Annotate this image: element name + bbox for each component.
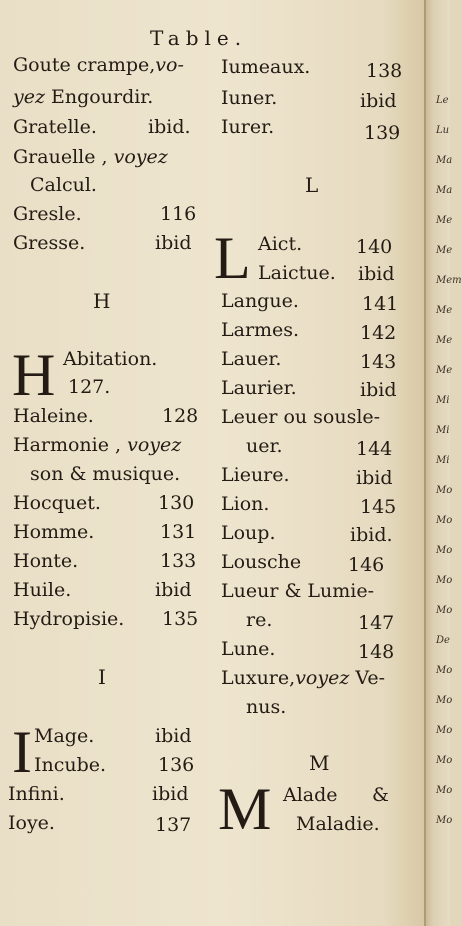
page-ref: ibid. [148, 116, 191, 138]
edge-fragment: Me [436, 335, 453, 346]
entry-lauer: Lauer. [221, 348, 282, 370]
page-ref: 141 [362, 293, 399, 315]
edge-fragment: Mo [436, 755, 453, 766]
page-ref: ibid [356, 467, 393, 489]
entry-laictue: Laictue. [258, 262, 336, 284]
page-ref: 137 [155, 814, 192, 836]
page-ref: 148 [358, 641, 395, 663]
entry-malade-amp: & [372, 784, 389, 806]
section-letter-l: L [305, 173, 319, 197]
entry-larmes: Larmes. [221, 319, 300, 341]
entry-incube: Incube. [34, 754, 107, 776]
entry-harmonie-cont: son & musique. [30, 463, 181, 485]
edge-fragment: Mi [436, 395, 450, 406]
edge-fragment: Ma [436, 155, 453, 166]
page-ref: 140 [356, 236, 393, 258]
section-letter-h: H [93, 289, 111, 313]
page-ref: 142 [360, 322, 397, 344]
entry-habitation: Abitation. [63, 348, 158, 370]
entry-iuner: Iuner. [221, 87, 278, 109]
page-ref: 143 [360, 351, 397, 373]
drop-cap-m: M [218, 776, 272, 842]
page-ref: 131 [160, 521, 197, 543]
section-letter-i: I [98, 665, 106, 689]
entry-goute: Goute crampe,vo- [13, 54, 184, 76]
entry-ioye: Ioye. [8, 812, 55, 834]
edge-fragment: Mo [436, 815, 453, 826]
edge-fragment: Mo [436, 515, 453, 526]
entry-goute-cont: yez Engourdir. [13, 86, 154, 108]
entry-iurer: Iurer. [221, 116, 275, 138]
edge-fragment: Me [436, 365, 453, 376]
entry-lion: Lion. [221, 493, 270, 515]
entry-luxure-cont: nus. [246, 696, 287, 718]
running-header: Table. [150, 26, 248, 50]
drop-cap-i: I [12, 719, 32, 785]
entry-iumeaux: Iumeaux. [221, 56, 311, 78]
entry-infini: Infini. [8, 783, 65, 805]
edge-fragment: Mo [436, 725, 453, 736]
entry-gresle: Gresle. [13, 203, 82, 225]
entry-hydropisie: Hydropisie. [13, 608, 125, 630]
entry-maladie: Maladie. [296, 813, 380, 835]
edge-fragment: Mo [436, 695, 453, 706]
entry-calcul: Calcul. [30, 174, 97, 196]
entry-lueur-cont: re. [246, 609, 273, 631]
page-ref: 144 [356, 438, 393, 460]
page-ref: 116 [160, 203, 197, 225]
page-ref: ibid [360, 379, 397, 401]
page-ref: ibid [155, 232, 192, 254]
page-ref: ibid. [350, 524, 393, 546]
entry-homme: Homme. [13, 521, 95, 543]
entry-langue: Langue. [221, 290, 299, 312]
page-ref: 139 [364, 122, 401, 144]
entry-gratelle: Gratelle. [13, 116, 97, 138]
entry-lousche: Lousche [221, 551, 302, 573]
edge-fragment: Mi [436, 455, 450, 466]
entry-leuer-cont: uer. [246, 435, 283, 457]
edge-fragment: Mem [436, 275, 462, 286]
entry-image: Mage. [34, 725, 95, 747]
entry-honte: Honte. [13, 550, 79, 572]
page-ref: 133 [160, 550, 197, 572]
edge-fragment: Me [436, 215, 453, 226]
page-ref: ibid [358, 263, 395, 285]
page-ref: 130 [158, 492, 195, 514]
edge-fragment: Mo [436, 785, 453, 796]
entry-laurier: Laurier. [221, 377, 297, 399]
page-ref: ibid [155, 579, 192, 601]
page-ref: 145 [360, 496, 397, 518]
edge-fragment: Le [436, 95, 449, 106]
page-fold-line [424, 0, 426, 926]
page-ref: 135 [162, 608, 199, 630]
edge-fragment: De [436, 635, 450, 646]
entry-gresse: Gresse. [13, 232, 86, 254]
drop-cap-h: H [12, 342, 56, 408]
entry-luxure: Luxure,voyez Ve- [221, 667, 386, 689]
entry-huile: Huile. [13, 579, 72, 601]
section-letter-m: M [309, 751, 330, 775]
page-ref: 136 [158, 754, 195, 776]
entry-malade: Alade [283, 784, 338, 806]
page-ref: 147 [358, 612, 395, 634]
edge-fragment: Ma [436, 185, 453, 196]
entry-lune: Lune. [221, 638, 276, 660]
drop-cap-l: L [214, 225, 251, 291]
edge-fragment: Mo [436, 545, 453, 556]
page-ref: ibid [360, 90, 397, 112]
entry-laict: Aict. [258, 233, 303, 255]
edge-fragment: Mi [436, 425, 450, 436]
page-ref: 128 [162, 405, 199, 427]
edge-fragment: Lu [436, 125, 450, 136]
edge-fragment: Me [436, 305, 453, 316]
entry-leuer: Leuer ou sousle- [221, 406, 381, 428]
edge-fragment: Me [436, 245, 453, 256]
edge-fragment: Mo [436, 605, 453, 616]
page-ref: 138 [366, 60, 403, 82]
entry-loup: Loup. [221, 522, 276, 544]
entry-harmonie: Harmonie , voyez [13, 434, 182, 456]
page-ref: ibid [152, 783, 189, 805]
entry-lueur: Lueur & Lumie- [221, 580, 375, 602]
entry-haleine: Haleine. [13, 405, 94, 427]
entry-grauelle: Grauelle , voyez [13, 146, 168, 168]
edge-fragment: Mo [436, 575, 453, 586]
entry-hocquet: Hocquet. [13, 492, 101, 514]
edge-fragment: Mo [436, 485, 453, 496]
page-ref: 146 [348, 554, 385, 576]
edge-fragment: Mo [436, 665, 453, 676]
page-ref: ibid [155, 725, 192, 747]
page-ref: 127. [68, 376, 111, 398]
entry-lieure: Lieure. [221, 464, 290, 486]
